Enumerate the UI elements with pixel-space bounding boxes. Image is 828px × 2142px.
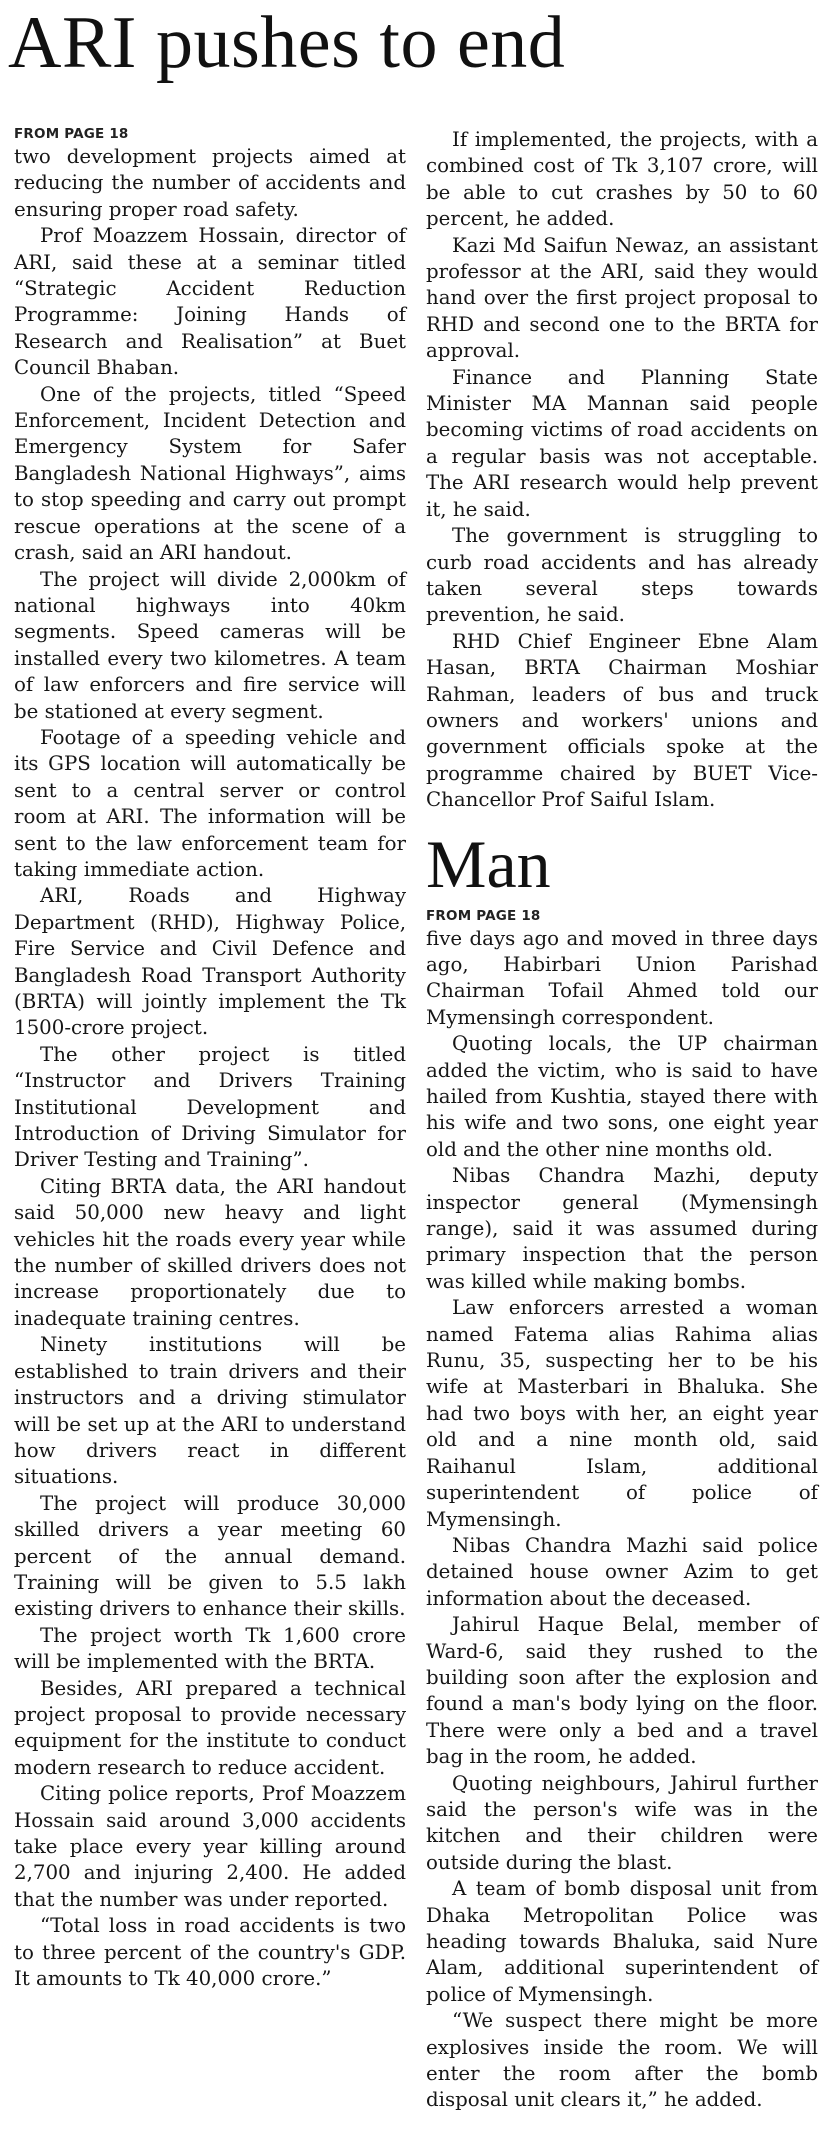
article-paragraph: “We suspect there might be more explosives inside the room. We will enter the room after the bomb disposal unit clears it,” he added. [426,2009,818,2112]
article-paragraph: Prof Moazzem Hossain, director of ARI, said these at a seminar titled “Strategic Accident Reduction Programme: Joining Hands of Research and Realisation” at Buet Council Bhaban. [14,224,406,380]
article-paragraph: Footage of a speeding vehicle and its GPS location will automatically be sent to a central server or control room at ARI. The information will be sent to the law enforcement team for taking immediate action. [14,725,406,881]
story1-left-column [14,124,406,1992]
article-paragraph: Citing BRTA data, the ARI handout said 50,000 new heavy and light vehicles hit the roads every year while the number of skilled drivers does not increase proportionately due to inadequate training centres. [14,1174,406,1330]
article-paragraph: Kazi Md Saifun Newaz, an assistant professor at the ARI, said they would hand over the first project proposal to RHD and second one to the BRTA for approval. [426,233,818,363]
article-paragraph: Law enforcers arrested a woman named Fatema alias Rahima alias Runu, 35, suspecting her to be his wife at Masterbari in Bhaluka. She had two boys with her, an eight year old and a nine month old, said Raihanul Islam, additional superintendent of police of Mymensingh. [426,1296,818,1531]
article-paragraph: Finance and Planning State Minister MA Mannan said people becoming victims of road accidents on a regular basis was not acceptable. The ARI research would help prevent it, he said. [426,365,818,521]
story2 [426,824,818,2114]
story1-jump-label: FROM PAGE 18 [14,126,129,142]
article-paragraph: Jahirul Haque Belal, member of Ward-6, said they rushed to the building soon after the explosion and found a man's body lying on the floor. There were only a bed and a travel bag in the room, he added. [426,1613,818,1769]
article-paragraph: two development projects aimed at reducing the number of accidents and ensuring proper road safety. [14,145,406,221]
article-paragraph: Nibas Chandra Mazhi, deputy inspector general (Mymensingh range), said it was assumed during primary inspection that the person was killed while making bombs. [426,1164,818,1293]
article-paragraph: The government is struggling to curb road accidents and has already taken several steps towards prevention, he said. [426,524,818,627]
story2-headline: Man [426,825,551,902]
article-paragraph: The project will produce 30,000 skilled drivers a year meeting 60 percent of the annual demand. Training will be given to 5.5 lakh existing drivers to enhance their skills. [14,1491,406,1621]
article-paragraph: Ninety institutions will be established to train drivers and their instructors and a driving stimulator will be set up at the ARI to understand how drivers react in different situations. [14,1333,406,1489]
article-paragraph: The project will divide 2,000km of national highways into 40km segments. Speed cameras will be installed every two kilometres. A team of law enforcers and fire service will be stationed at every segment. [14,567,406,723]
story1-headline: ARI pushes to end [8,2,566,84]
article-paragraph: Citing police reports, Prof Moazzem Hossain said around 3,000 accidents take place every year killing around 2,700 and injuring 2,400. He added that the number was under reported. [14,1782,406,1911]
right-column [426,127,818,2114]
article-paragraph: Besides, ARI prepared a technical project proposal to provide necessary equipment for the institute to conduct modern research to reduce accident. [14,1676,406,1779]
article-paragraph: One of the projects, titled “Speed Enforcement, Incident Detection and Emergency System for Safer Bangladesh National Highways”, aims to stop speeding and carry out prompt rescue operations at the scene of a crash, said an ARI handout. [14,382,406,565]
article-paragraph: Nibas Chandra Mazhi said police detained house owner Azim to get information about the deceased. [426,1533,818,1610]
article-paragraph: If implemented, the projects, with a combined cost of Tk 3,107 crore, will be able to cut crashes by 50 to 60 percent, he added. [426,128,818,231]
article-paragraph: A team of bomb disposal unit from Dhaka Metropolitan Police was heading towards Bhaluka, said Nure Alam, additional superintendent of police of Mymensingh. [426,1877,818,2006]
story2-jump-label: FROM PAGE 18 [426,907,541,924]
article-paragraph: RHD Chief Engineer Ebne Alam Hasan, BRTA Chairman Moshiar Rahman, leaders of bus and truck owners and workers' unions and government officials spoke at the programme chaired by BUET Vice-Chancellor Prof Saiful Islam. [426,629,818,812]
article-paragraph: The project worth Tk 1,600 crore will be implemented with the BRTA. [14,1623,406,1674]
article-paragraph: five days ago and moved in three days ago, Habirbari Union Parishad Chairman Tofail Ahmed told our Mymensingh correspondent. [426,926,818,1029]
article-paragraph: Quoting locals, the UP chairman added the victim, who is said to have hailed from Kushtia, stayed there with his wife and two sons, one eight year old and the other nine months old. [426,1032,818,1161]
article-paragraph: The other project is titled “Instructor and Drivers Training Institutional Development and Introduction of Driving Simulator for Driver Testing and Training”. [14,1042,406,1172]
article-paragraph: ARI, Roads and Highway Department (RHD), Highway Police, Fire Service and Civil Defence and Bangladesh Road Transport Authority (BRTA) will jointly implement the Tk 1500-crore project. [14,884,406,1040]
article-paragraph: “Total loss in road accidents is two to three percent of the country's GDP. It amounts to Tk 40,000 crore.” [14,1914,406,1991]
article-paragraph: Quoting neighbours, Jahirul further said the person's wife was in the kitchen and their children were outside during the blast. [426,1771,818,1874]
